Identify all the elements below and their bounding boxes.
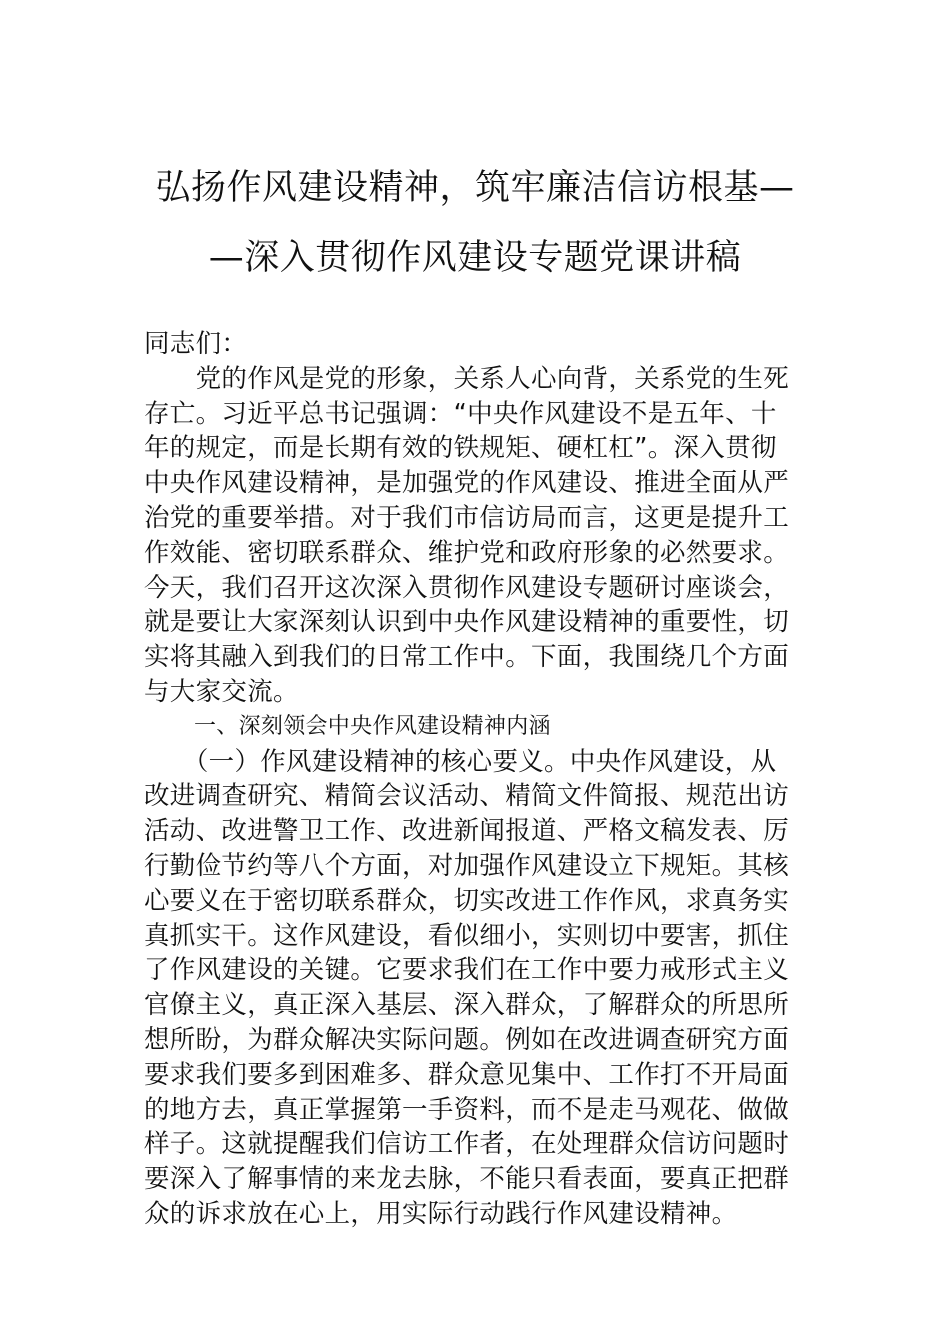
document-title-line-2: —深入贯彻作风建设专题党课讲稿 [208, 238, 742, 278]
paragraph-line: 要深入了解事情的来龙去脉，不能只看表面，要真正把群 [144, 1164, 790, 1195]
paragraph-line: （一）作风建设精神的核心要义。中央作风建设，从 [144, 746, 777, 777]
paragraph-line: 今天，我们召开这次深入贯彻作风建设专题研讨座谈会， [144, 572, 790, 603]
paragraph-line: 众的诉求放在心上，用实际行动践行作风建设精神。 [144, 1198, 738, 1229]
paragraph-line: 心要义在于密切联系群众，切实改进工作作风，求真务实 [144, 885, 790, 916]
paragraph-line: 就是要让大家深刻认识到中央作风建设精神的重要性，切 [144, 607, 790, 638]
document-title-line-1: 弘扬作风建设精神，筑牢廉洁信访根基— [155, 168, 795, 208]
paragraph-line: 党的作风是党的形象，关系人心向背，关系党的生死 [144, 363, 790, 394]
paragraph-line: 作效能、密切联系群众、维护党和政府形象的必然要求。 [144, 537, 790, 568]
section-heading: 一、深刻领会中央作风建设精神内涵 [194, 713, 551, 739]
paragraph-line: 要求我们要多到困难多、群众意见集中、工作打不开局面 [144, 1059, 790, 1090]
paragraph-line: 官僚主义，真正深入基层、深入群众，了解群众的所思所 [144, 990, 790, 1021]
paragraph-line: 实将其融入到我们的日常工作中。下面，我围绕几个方面 [144, 642, 790, 673]
salutation: 同志们： [144, 329, 248, 359]
paragraph-line: 样子。这就提醒我们信访工作者，在处理群众信访问题时 [144, 1129, 790, 1160]
paragraph-line: 中央作风建设精神，是加强党的作风建设、推进全面从严 [144, 468, 790, 499]
paragraph-line: 的地方去，真正掌握第一手资料，而不是走马观花、做做 [144, 1094, 790, 1125]
document-body [144, 327, 806, 1232]
paragraph-line: 改进调查研究、精简会议活动、精简文件简报、规范出访 [144, 781, 790, 812]
paragraph-line: 真抓实干。这作风建设，看似细小，实则切中要害，抓住 [144, 920, 790, 951]
paragraph-line: 活动、改进警卫工作、改进新闻报道、严格文稿发表、厉 [144, 816, 790, 847]
paragraph-line: 行勤俭节约等八个方面，对加强作风建设立下规矩。其核 [144, 850, 790, 881]
paragraph-line: 年的规定，而是长期有效的铁规矩、硬杠杠”。深入贯彻 [144, 433, 777, 464]
paragraph-line: 想所盼，为群众解决实际问题。例如在改进调查研究方面 [144, 1024, 790, 1055]
paragraph-line: 治党的重要举措。对于我们市信访局而言，这更是提升工 [144, 502, 790, 533]
paragraph-line: 与大家交流。 [144, 676, 299, 707]
paragraph-line: 存亡。习近平总书记强调：“中央作风建设不是五年、十 [144, 398, 777, 429]
paragraph-line: 了作风建设的关键。它要求我们在工作中要力戒形式主义 [144, 955, 790, 986]
